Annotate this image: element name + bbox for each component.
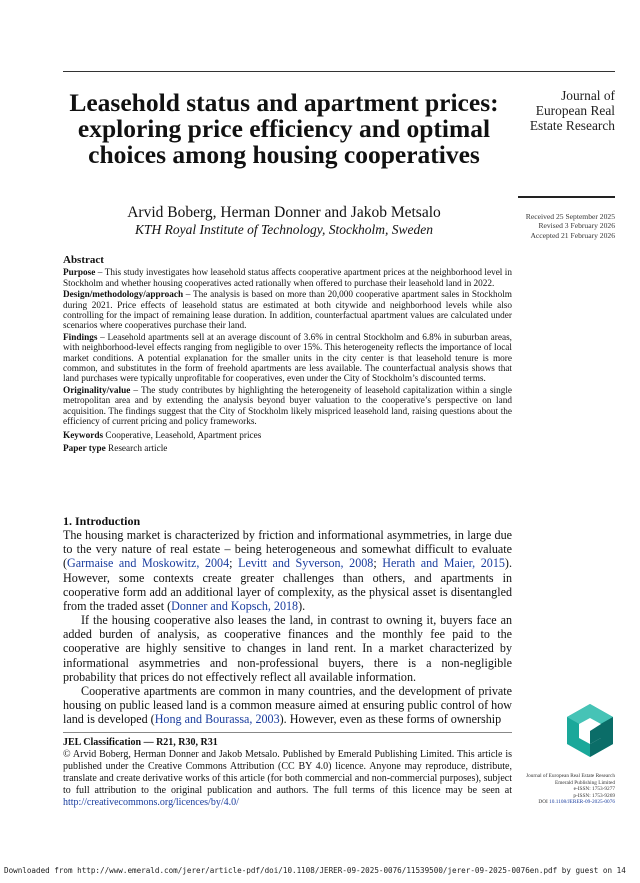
intro-text: ). However, even as these forms of ownership — [279, 712, 502, 727]
journal-name-line: Estate Research — [529, 118, 615, 133]
keywords-label: Keywords — [63, 430, 104, 441]
jel-classification: JEL Classification — R21, R30, R31 — [63, 737, 218, 748]
top-rule — [63, 71, 615, 72]
doi-link[interactable]: 10.1108/JERER-09-2025-0076 — [549, 799, 615, 806]
originality-text: – The study contributes by highlighting the heterogeneity of leasehold capitalization within a single metropolitan area and by extending the analysis beyond buyer valuation to the cooperative’s perspective on land acquisition. The findings suggest that the City of Stockholm likely mispriced leasehold land, raising questions about the efficiency of current pricing and policy frameworks. — [63, 385, 512, 428]
doi-label: DOI — [538, 799, 550, 806]
license-link[interactable]: http://creativecommons.org/licences/by/4.0/ — [63, 797, 239, 809]
purpose-label: Purpose — [63, 268, 96, 279]
originality-label: Originality/value — [63, 385, 131, 396]
intro-text: The housing market is characterized by friction and informational asymmetries, in large due to the very nature of real estate – being heterogeneous and somewhat difficult to evaluate ( — [63, 528, 512, 571]
article-title: Leasehold status and apartment prices: exploring price efficiency and optimal choices among housing cooperatives — [69, 88, 499, 169]
emerald-logo-icon — [565, 702, 615, 762]
citation-link[interactable]: Levitt and Syverson, 2008 — [238, 556, 374, 571]
revised-date: Revised 3 February 2026 — [538, 221, 615, 231]
journal-name — [520, 88, 615, 133]
abstract-paper-type — [63, 444, 512, 454]
abstract-heading: Abstract — [63, 254, 104, 266]
intro-text: ; — [229, 556, 239, 571]
paper-type-text: Research article — [105, 443, 168, 454]
abstract-originality — [63, 386, 512, 428]
footnote-rule — [63, 732, 512, 733]
intro-text: Cooperative apartments are common in many countries, and the development of private housing on public leased land is a common measure aimed at ensuring public control of how land is developed ( — [63, 683, 512, 727]
abstract-purpose — [63, 268, 512, 289]
footnote — [63, 737, 512, 810]
abstract-keywords — [63, 431, 512, 441]
findings-label: Findings — [63, 332, 98, 343]
received-date: Received 25 September 2025 — [525, 212, 615, 221]
intro-paragraph-1 — [63, 528, 512, 613]
journal-name-line: Journal of — [561, 88, 615, 103]
journal-name-line: European Real — [535, 103, 615, 118]
abstract-findings — [63, 333, 512, 385]
abstract-design — [63, 290, 512, 332]
keywords-text: Cooperative, Leasehold, Apartment prices — [103, 430, 262, 441]
license-statement: © Arvid Boberg, Herman Donner and Jakob Metsalo. Published by Emerald Publishing Limited. This article is published under the Creative Commons Attribution (CC BY 4.0) licence. Anyone may reproduce, distribute, translate and create derivative works of this article (for both commercial and non-commercial purposes), subject to full attribution to the original publication and authors. The full terms of this licence may be seen at — [63, 749, 512, 797]
publisher-pissn: p-ISSN: 1753-9269 — [573, 792, 615, 799]
intro-text: ). However, some contexts create greater challenges than others, and apartments in cooperative form add an additional layer of complexity, as the physical asset is disentangled from the traded asset ( — [63, 556, 512, 613]
license-text — [63, 749, 512, 809]
citation-link[interactable]: Garmaise and Moskowitz, 2004 — [67, 556, 230, 571]
publisher-name: Emerald Publishing Limited — [554, 779, 615, 786]
abstract-section — [63, 255, 512, 455]
citation-link[interactable]: Herath and Maier, 2015 — [382, 556, 505, 571]
publisher-eissn: e-ISSN: 1753-9277 — [573, 786, 615, 793]
introduction-heading: 1. Introduction — [63, 514, 141, 528]
download-watermark: Downloaded from http://www.emerald.com/jerer/article-pdf/doi/10.1108/JERER-09-2025-0076/11539500/jerer-09-2025-0076en.pdf by guest on 14 — [4, 866, 626, 875]
publisher-journal: Journal of European Real Estate Research — [526, 773, 615, 779]
design-label: Design/methodology/approach — [63, 290, 184, 301]
paper-type-label: Paper type — [63, 443, 106, 454]
accepted-date: Accepted 21 February 2026 — [530, 230, 615, 240]
findings-text: – Leasehold apartments sell at an average discount of 3.6% in central Stockholm and 6.8% in suburban areas, with neighborhood-level effects ranging from negligible to over 15%. This heterogeneity reflects the importance of local market conditions. A potential explanation for the smaller units in the city center is that leasehold tenure is more common, and substitutes in the form of freehold apartments are less available. The counterfactual analysis shows that land purchases were typically unprofitable for cooperatives, even under the City of Stockholm’s discounted terms. — [63, 332, 512, 385]
intro-text: ; — [373, 556, 383, 571]
article-authors: Arvid Boberg, Herman Donner and Jakob Metsalo — [127, 204, 441, 221]
article-affiliation: KTH Royal Institute of Technology, Stockholm, Sweden — [135, 222, 433, 237]
citation-link[interactable]: Hong and Bourassa, 2003 — [154, 712, 280, 727]
citation-link[interactable]: Donner and Kopsch, 2018 — [171, 598, 299, 613]
intro-text: ). — [298, 598, 306, 613]
intro-paragraph-3 — [63, 684, 512, 726]
intro-paragraph-2: If the housing cooperative also leases the land, in contrast to owning it, buyers face an added burden of analysis, as cooperative finances and the monthly fee paid to the cooperative are highly sensitive to changes in land rent. In a market characterized by informational asymmetries and non-professional buyers, there is a non-negligible probability that prices do not effectively reflect all available information. — [63, 613, 512, 684]
publisher-info — [500, 773, 615, 806]
journal-rule — [518, 196, 615, 198]
purpose-text: – This study investigates how leasehold status affects cooperative apartment prices at the neighborhood level in Stockholm and whether housing cooperatives acted rationally when offered to purchase their leasehold land in 2022. — [63, 268, 512, 289]
article-dates — [500, 212, 615, 240]
design-text: – The analysis is based on more than 20,000 cooperative apartment sales in Stockholm during 2021. Price effects of leasehold status are estimated at both citywide and neighborhood levels while also controlling for the impact of remaining lease duration. In addition, counterfactual apartment values are calculated under scenarios where cooperatives purchase their land. — [63, 290, 512, 332]
publisher-doi — [500, 799, 615, 806]
introduction-section — [63, 514, 512, 726]
